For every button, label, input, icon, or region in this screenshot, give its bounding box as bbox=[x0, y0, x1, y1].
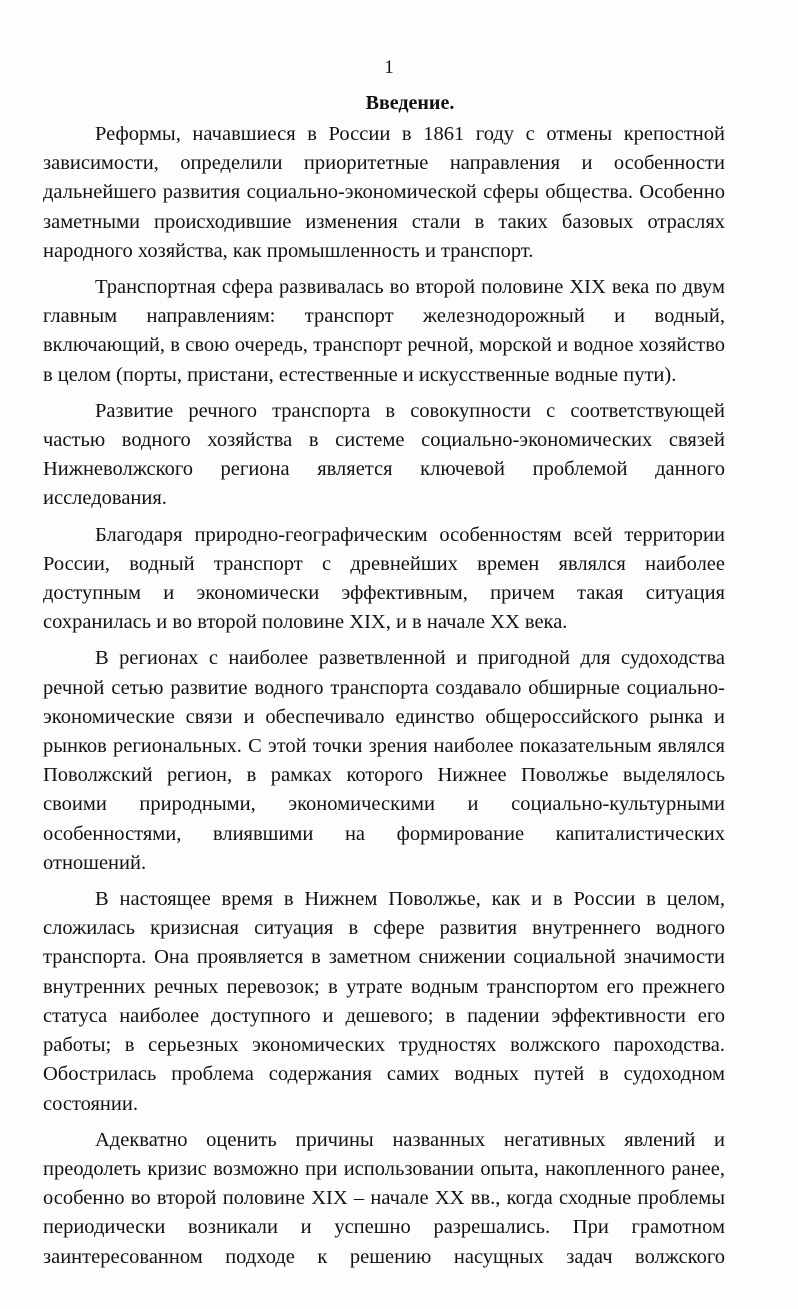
paragraph-3: Развитие речного транспорта в совокупности с соответствующей частью водного хозяйства в системе социально-экономических связей Нижневолжского региона является ключевой проблемой данного исследования. bbox=[43, 399, 725, 510]
body-text bbox=[43, 120, 725, 1272]
paragraph-4: Благодаря природно-географическим особенностям всей территории России, водный транспорт с древнейших времен являлся наиболее доступным и экономически эффективным, причем такая ситуация сохранилась и во второй половине XIX, и в начале XX века. bbox=[43, 523, 725, 634]
paragraph-6: В настоящее время в Нижнем Поволжье, как и в России в целом, сложилась кризисная ситуация в сфере развития внутреннего водного транспорта. Она проявляется в заметном снижении социальной значимости внутренних речных перевозок; в утрате водным транспортом его прежнего статуса наиболее доступного и дешевого; в падении эффективности его работы; в серьезных экономических трудностях волжского пароходства. Обострилась проблема содержания самих водных путей в судоходном состоянии. bbox=[43, 888, 725, 1115]
page-number: 1 bbox=[384, 57, 394, 78]
paragraph-2: Транспортная сфера развивалась во второй половине XIX века по двум главным направлениям: транспорт железнодорожный и водный, включающий, в свою очередь, транспорт речной, морской и водное хозяйство в целом (порты, пристани, естественные и искусственные водные пути). bbox=[43, 276, 725, 386]
paragraph-5: В регионах с наиболее разветвленной и пригодной для судоходства речной сетью развитие водного транспорта создавало обширные социально-экономические связи и обеспечивало единство общероссийского рынка и рынков региональных. С этой точки зрения наиболее показательным являлся Поволжский регион, в рамках которого Нижнее Поволжье выделялось своими природными, экономическими и социально-культурными особенностями, влиявшими на формирование капиталистических отношений. bbox=[43, 647, 725, 874]
section-heading: Введение. bbox=[365, 92, 455, 114]
paragraph-1: Реформы, начавшиеся в России в 1861 году с отмены крепостной зависимости, определили приоритетные направления и особенности дальнейшего развития социально-экономической сферы общества. Особенно заметными происходившие изменения стали в таких базовых отраслях народного хозяйства, как промышленность и транспорт. bbox=[43, 123, 725, 262]
paragraph-7: Адекватно оценить причины названных негативных явлений и преодолеть кризис возможно при использовании опыта, накопленного ранее, особенно во второй половине XIX – начале XX вв., когда сходные проблемы периодически возникали и успешно разрешались. При грамотном заинтересованном подходе к решению насущных задач волжского bbox=[43, 1128, 725, 1268]
